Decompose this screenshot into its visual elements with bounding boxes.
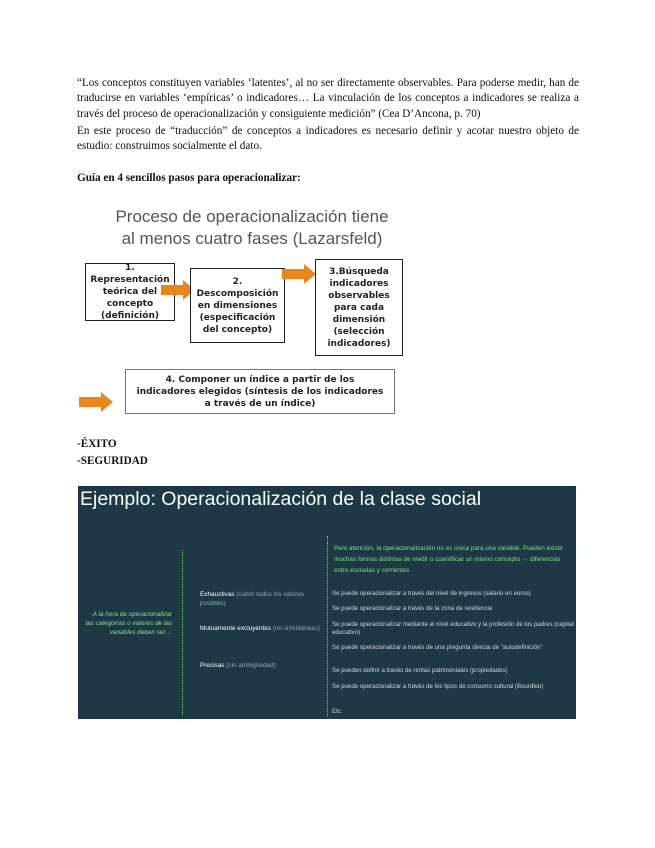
arrow-right-icon [79,392,113,412]
slide-left-note: A la hora de operacionalizar las categorías o valores de las variables deben ser… [85,611,172,636]
criterion-item [200,624,324,633]
divider [327,536,328,716]
slide-green-note: Pero atención, la operacionalización no es única para una variable. Pueden existir muchas formas distintas de medir o cuantificar un mismo concepto → diferencias entre escuelas y corrientes [334,545,563,574]
example-item: Se puede operacionalizar a través de los tipos de consumo cultural (Bourdieu) [332,683,544,690]
step-1-box: 1. Representación teórica del concepto (definición) [85,263,175,321]
criterion-item [200,590,324,609]
criterion-term: Exhaustivas [200,591,235,598]
diagram-title: Proceso de operacionalización tiene al menos cuatro fases (Lazarsfeld) [115,207,389,248]
criterion-detail: (sin ambigüedad) [224,662,276,669]
step-4-box: 4. Componer un índice a partir de los indicadores elegidos (síntesis de los indicadores a través de un índice) [125,369,395,414]
intro-followup: En este proceso de “traducción” de conceptos a indicadores es necesario definir y acotar nuestro objeto de estudio: construimos socialmente el dato. [77,125,579,153]
example-item: Se pueden definir a través de rentas patrimoniales (propiedades) [332,667,508,674]
example-item: Se puede operacionalizar a través del nivel de ingresos (salario en euros) [332,590,531,597]
arrow-right-icon [282,264,316,284]
example-item: Se puede operacionalizar a través de una pregunta directa de "autodefinición" [332,644,543,651]
list-item: -SEGURIDAD [77,455,148,467]
divider [182,550,183,715]
step-2-box: 2. Descomposición en dimensiones (especificación del concepto) [190,268,285,343]
criterion-item [200,661,324,670]
criterion-detail: (no simultáneas) [271,625,321,632]
criterion-term: Precisas [200,662,225,669]
intro-quote: “Los conceptos constituyen variables ‘latentes’, al no ser directamente observables. Para poderse medir, han de traducirse en variables ‘empíricas’ o indicadores… La vinculación de los conceptos a indicadores se realiza a través del proceso de operacionalización y consiguiente medición” (Cea D’Ancona, p. 70) [77,77,579,120]
step-3-box: 3.Búsqueda indicadores observables para cada dimensión (selección indicadores) [315,259,403,356]
operationalization-diagram [77,200,417,420]
example-item: Se puede operacionalizar mediante el nivel educativo y la profesión de los padres (capital educativo) [332,621,574,636]
criterion-term: Mutuamente excluyentes [200,625,272,632]
list-item: -ÉXITO [77,438,117,450]
criterion-detail: (cubrir todos los valores posibles) [200,591,305,608]
example-slide [78,486,576,719]
guide-heading: Guía en 4 sencillos pasos para operacionalizar: [77,172,301,184]
example-item: Se puede operacionalizar a través de la zona de residencia [332,605,493,612]
slide-title: Ejemplo: Operacionalización de la clase social [80,488,482,510]
example-item: Etc. [332,708,343,715]
